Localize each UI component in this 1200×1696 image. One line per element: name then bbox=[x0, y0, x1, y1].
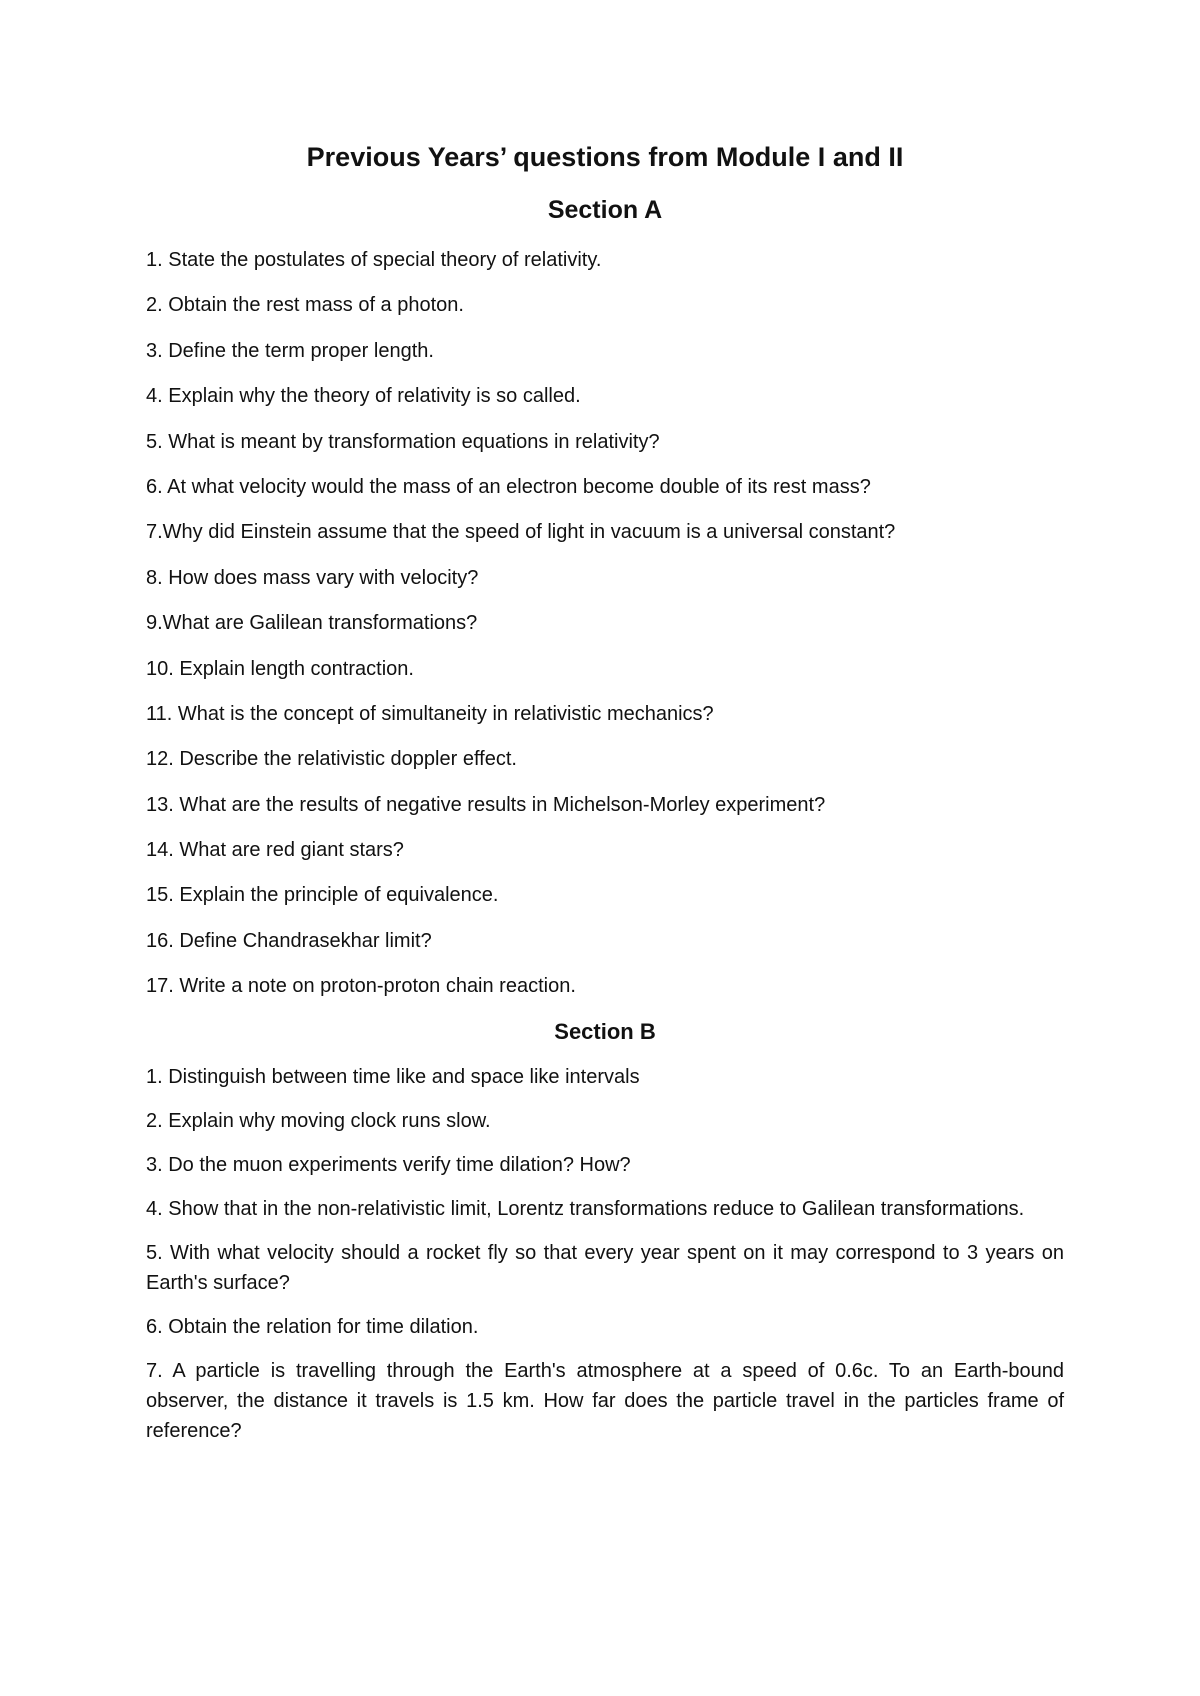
question-item: 3. Define the term proper length. bbox=[146, 339, 434, 362]
question-item: 7.Why did Einstein assume that the speed of light in vacuum is a universal constant? bbox=[146, 521, 896, 544]
question-item: 13. What are the results of negative results in Michelson-Morley experiment? bbox=[146, 793, 826, 816]
question-item: 14. What are red giant stars? bbox=[146, 839, 404, 862]
question-item: 16. Define Chandrasekhar limit? bbox=[146, 929, 432, 952]
question-item: 6. Obtain the relation for time dilation. bbox=[146, 1315, 479, 1338]
section-b-heading: Section B bbox=[554, 1018, 656, 1044]
section-b-question-list bbox=[146, 1062, 1064, 1446]
question-item: 3. Do the muon experiments verify time dilation? How? bbox=[146, 1153, 631, 1176]
question-item: 4. Explain why the theory of relativity is so called. bbox=[146, 385, 581, 408]
question-item: 5. With what velocity should a rocket fly so that every year spent on it may correspond to 3 years on Earth's surface? bbox=[146, 1241, 1064, 1294]
question-item: 10. Explain length contraction. bbox=[146, 657, 414, 680]
section-a-heading: Section A bbox=[547, 196, 663, 224]
question-item: 2. Obtain the rest mass of a photon. bbox=[146, 294, 464, 317]
question-item: 17. Write a note on proton-proton chain reaction. bbox=[146, 975, 576, 998]
question-item: 5. What is meant by transformation equations in relativity? bbox=[146, 430, 660, 453]
document-title: Previous Years’ questions from Module I and II bbox=[306, 142, 904, 172]
question-item: 1. Distinguish between time like and space like intervals bbox=[146, 1065, 640, 1088]
question-item: 1. State the postulates of special theory of relativity. bbox=[146, 249, 602, 271]
question-item: 2. Explain why moving clock runs slow. bbox=[146, 1109, 491, 1132]
question-item: 6. At what velocity would the mass of an electron become double of its rest mass? bbox=[146, 475, 871, 498]
question-item: 11. What is the concept of simultaneity in relativistic mechanics? bbox=[146, 702, 714, 725]
question-item: 9.What are Galilean transformations? bbox=[146, 612, 478, 635]
question-item: 4. Show that in the non-relativistic limit, Lorentz transformations reduce to Galilean transformations. bbox=[146, 1197, 1025, 1220]
section-a-question-list bbox=[146, 245, 1064, 1001]
question-item: 15. Explain the principle of equivalence. bbox=[146, 884, 499, 907]
question-item: 8. How does mass vary with velocity? bbox=[146, 566, 479, 589]
question-item: 12. Describe the relativistic doppler effect. bbox=[146, 748, 517, 771]
question-item: 7. A particle is travelling through the Earth's atmosphere at a speed of 0.6c. To an Earth-bound observer, the distance it travels is 1.5 km. How far does the particle travel in the particles frame of reference? bbox=[146, 1359, 1064, 1442]
